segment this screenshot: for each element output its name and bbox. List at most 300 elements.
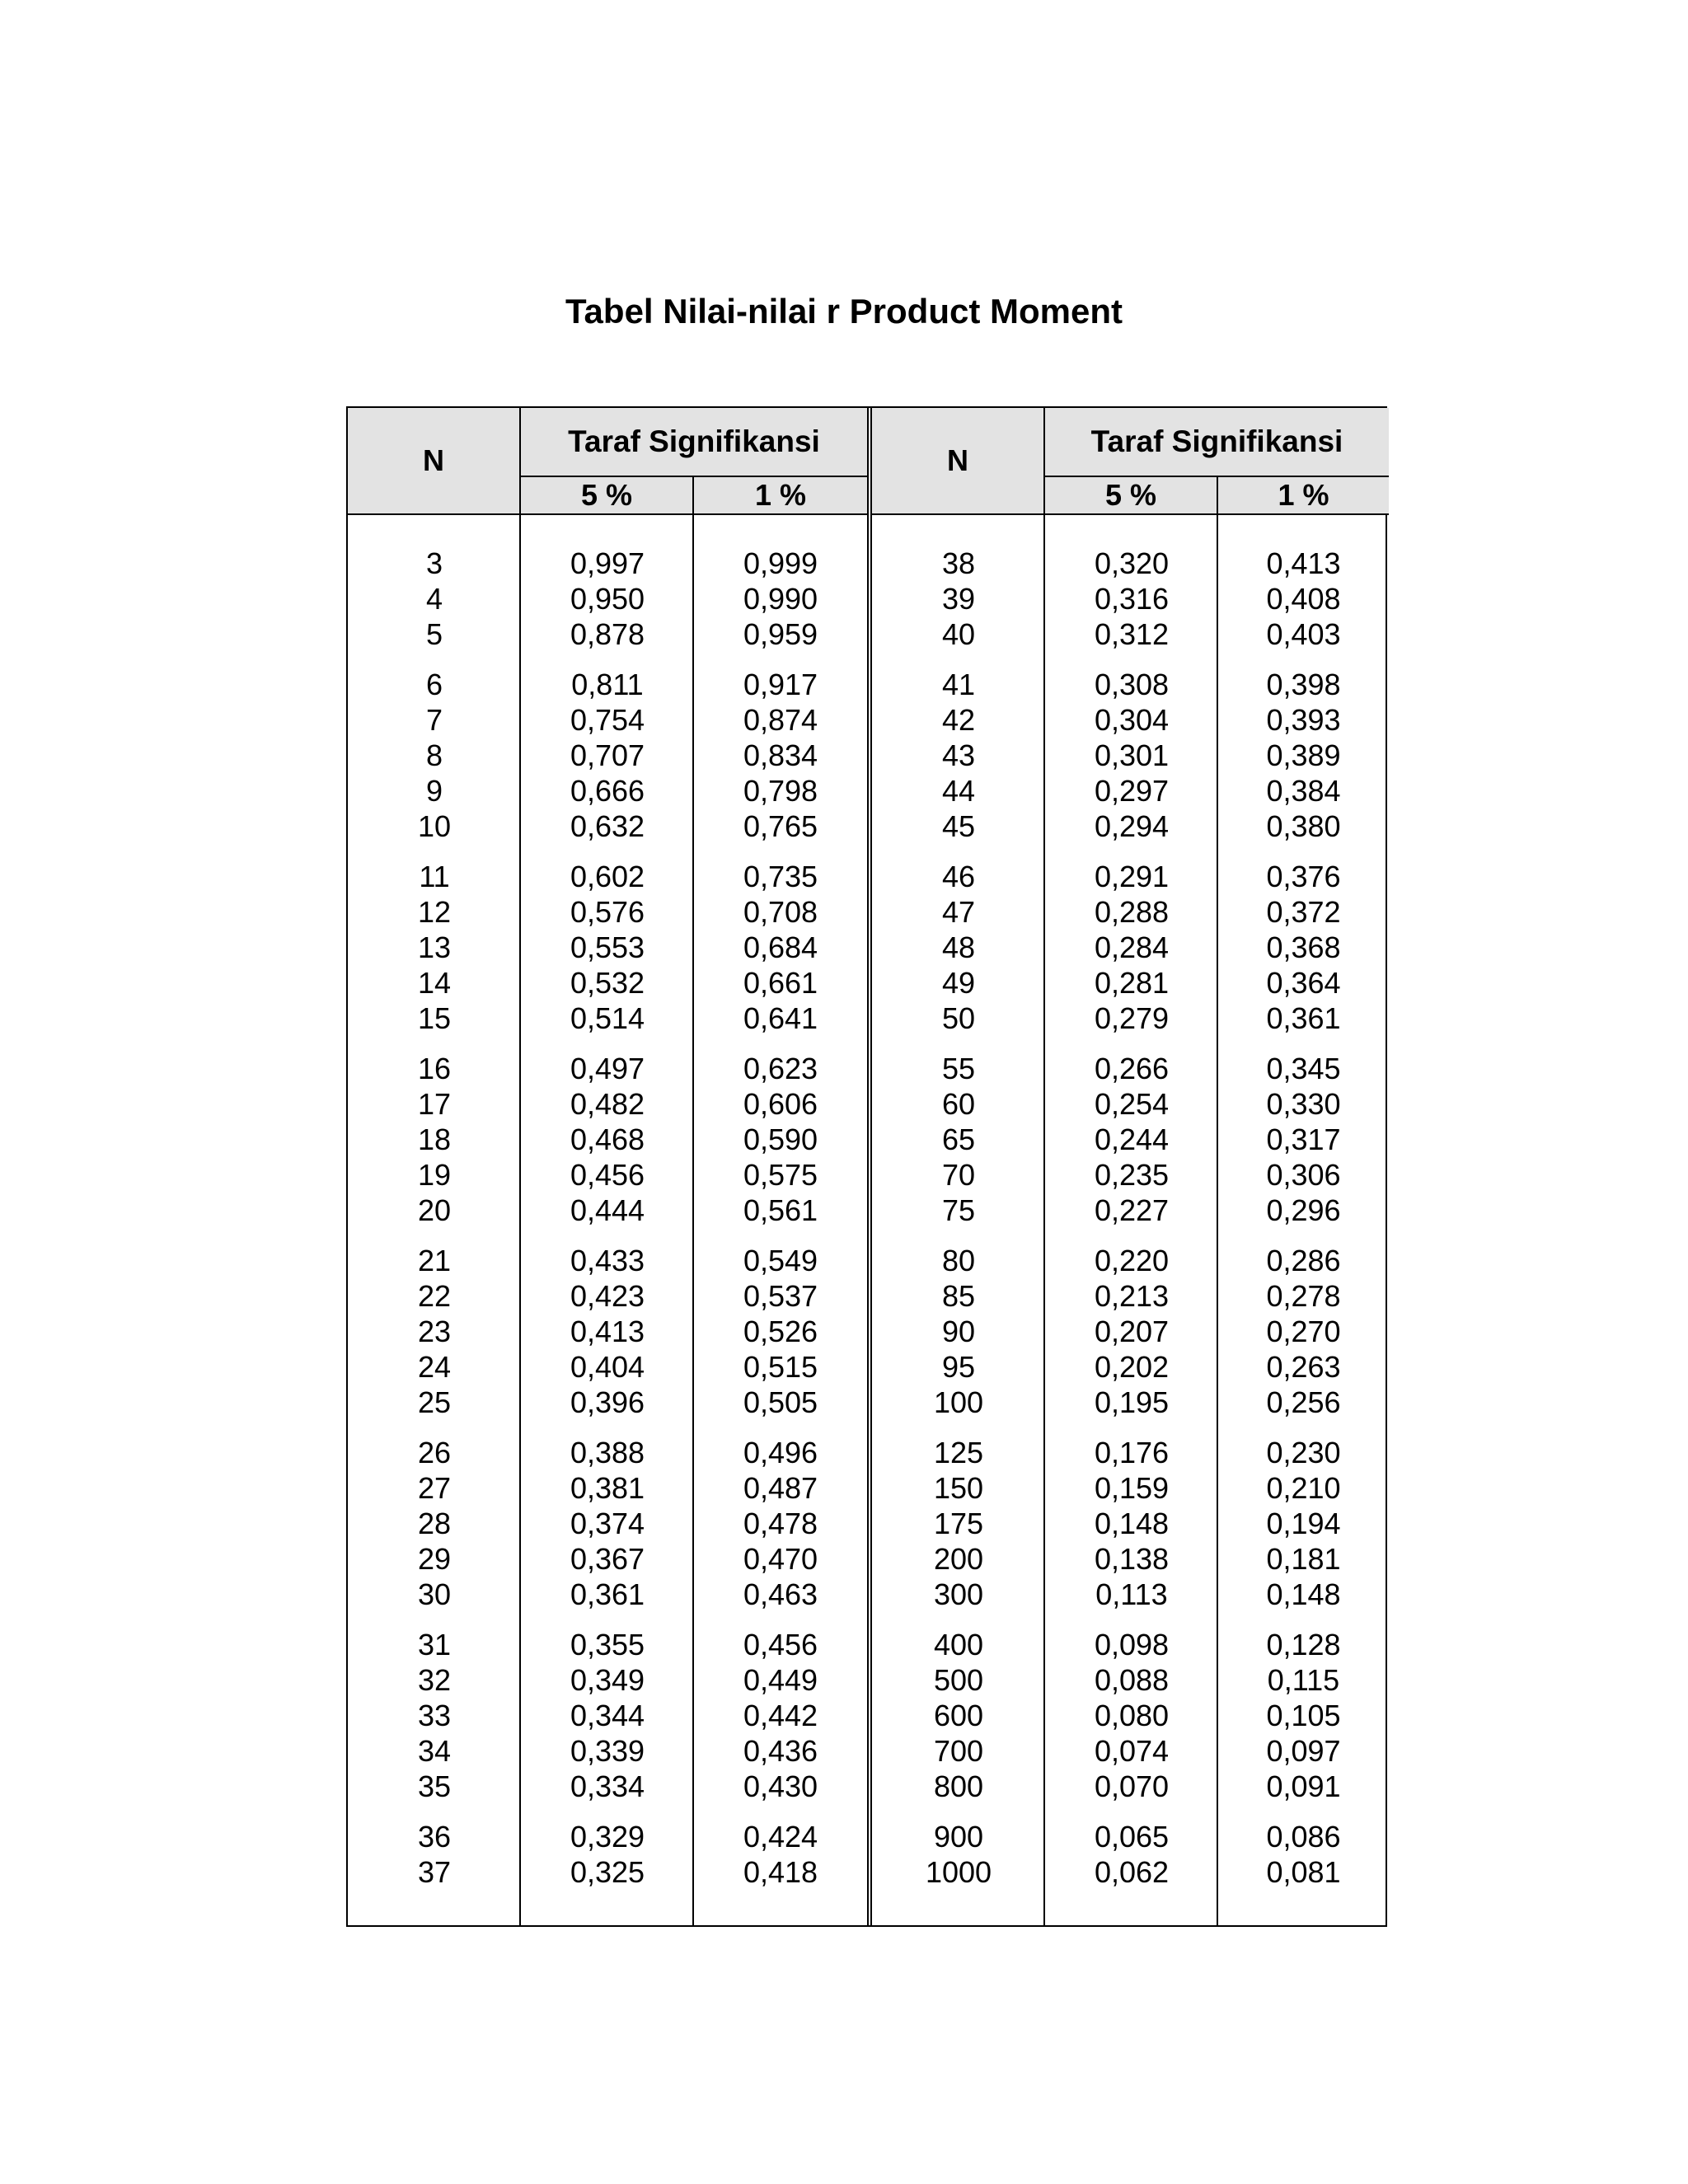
cell-5-percent: 0,279 [1094,1001,1170,1035]
table-row [348,1349,867,1385]
cell-n: 65 [941,1122,976,1156]
cell-n: 400 [933,1628,984,1661]
cell-5-percent: 0,325 [570,1855,645,1889]
row-group [348,1435,867,1612]
cell-n: 3 [425,546,443,580]
cell-n: 35 [417,1769,452,1803]
table-row [872,546,1389,581]
table-row [348,1854,867,1890]
table-row [872,1278,1389,1314]
cell-1-percent: 0,798 [743,774,818,808]
cell-n: 600 [933,1699,984,1732]
table-row [348,1001,867,1036]
cell-1-percent: 0,330 [1266,1087,1341,1121]
cell-1-percent: 0,549 [743,1244,818,1277]
cell-n: 19 [417,1158,452,1192]
cell-5-percent: 0,244 [1094,1122,1170,1156]
row-group [872,667,1389,844]
cell-n: 28 [417,1507,452,1540]
cell-5-percent: 0,404 [570,1350,645,1384]
cell-n: 17 [417,1087,452,1121]
cell-n: 30 [417,1577,452,1611]
cell-5-percent: 0,291 [1094,860,1170,893]
page-title: Tabel Nilai-nilai r Product Moment [565,292,1123,330]
table-row [872,1819,1389,1854]
cell-1-percent: 0,537 [743,1279,818,1313]
row-group [348,1627,867,1804]
table-row [348,1698,867,1733]
table-row [348,1243,867,1278]
table-row [872,1854,1389,1890]
cell-1-percent: 0,364 [1266,966,1341,1000]
cell-5-percent: 0,088 [1094,1663,1170,1697]
cell-5-percent: 0,213 [1094,1279,1170,1313]
cell-n: 36 [417,1820,452,1854]
table-row [872,965,1389,1001]
row-group [872,546,1389,652]
cell-n: 38 [941,546,976,580]
row-group [348,546,867,652]
cell-5-percent: 0,334 [570,1769,645,1803]
cell-n: 42 [941,703,976,737]
table-row [348,1314,867,1349]
cell-5-percent: 0,388 [570,1436,645,1469]
cell-5-percent: 0,367 [570,1542,645,1576]
table-row [872,1193,1389,1228]
cell-5-percent: 0,195 [1094,1385,1170,1419]
row-group [872,1819,1389,1890]
cell-n: 48 [941,930,976,964]
cell-5-percent: 0,138 [1094,1542,1170,1576]
cell-5-percent: 0,080 [1094,1699,1170,1732]
table-row [872,1001,1389,1036]
table-row [348,546,867,581]
table-right-half [870,408,1389,1925]
cell-5-percent: 0,355 [570,1628,645,1661]
cell-1-percent: 0,398 [1266,668,1341,701]
cell-n: 70 [941,1158,976,1192]
table-body-left [348,515,867,1925]
cell-5-percent: 0,514 [570,1001,645,1035]
cell-1-percent: 0,470 [743,1542,818,1576]
cell-n: 11 [419,860,450,893]
table-row [348,1470,867,1506]
cell-5-percent: 0,254 [1094,1087,1170,1121]
cell-5-percent: 0,316 [1094,582,1170,616]
cell-1-percent: 0,959 [743,617,818,651]
table-row [348,702,867,738]
cell-1-percent: 0,442 [743,1699,818,1732]
cell-1-percent: 0,361 [1266,1001,1341,1035]
cell-n: 43 [941,738,976,772]
table-row [348,1733,867,1769]
cell-n: 95 [941,1350,976,1384]
table-row [348,1278,867,1314]
cell-1-percent: 0,463 [743,1577,818,1611]
table-row [348,1435,867,1470]
cell-n: 29 [417,1542,452,1576]
cell-1-percent: 0,765 [743,809,818,843]
cell-5-percent: 0,065 [1094,1820,1170,1854]
cell-5-percent: 0,433 [570,1244,645,1277]
row-group [872,1435,1389,1612]
cell-n: 16 [417,1052,452,1085]
row-group [872,1051,1389,1228]
table-row [872,1698,1389,1733]
cell-5-percent: 0,396 [570,1385,645,1419]
cell-5-percent: 0,361 [570,1577,645,1611]
cell-5-percent: 0,159 [1094,1471,1170,1505]
header-1-percent: 1 % [1278,478,1329,512]
table-row [872,1541,1389,1577]
cell-1-percent: 0,430 [743,1769,818,1803]
cell-1-percent: 0,210 [1266,1471,1341,1505]
table-row [872,1314,1389,1349]
cell-n: 75 [941,1193,976,1227]
header-taraf-signifikansi: Taraf Signifikansi [1045,408,1389,477]
row-group [872,1243,1389,1420]
cell-1-percent: 0,834 [743,738,818,772]
cell-1-percent: 0,194 [1266,1507,1341,1540]
cell-n: 800 [933,1769,984,1803]
table-row [348,1769,867,1804]
cell-5-percent: 0,878 [570,617,645,651]
cell-1-percent: 0,424 [743,1820,818,1854]
cell-n: 49 [941,966,976,1000]
table-row [872,581,1389,616]
table-row [348,1157,867,1193]
cell-n: 34 [417,1734,452,1768]
cell-1-percent: 0,436 [743,1734,818,1768]
cell-1-percent: 0,999 [743,546,818,580]
cell-5-percent: 0,456 [570,1158,645,1192]
cell-n: 90 [941,1315,976,1348]
table-row [348,965,867,1001]
table-row [872,1769,1389,1804]
cell-1-percent: 0,496 [743,1436,818,1469]
cell-5-percent: 0,344 [570,1699,645,1732]
r-product-moment-table [346,406,1387,1927]
cell-1-percent: 0,408 [1266,582,1341,616]
table-row [872,1733,1389,1769]
cell-1-percent: 0,456 [743,1628,818,1661]
cell-5-percent: 0,532 [570,966,645,1000]
cell-5-percent: 0,482 [570,1087,645,1121]
cell-1-percent: 0,478 [743,1507,818,1540]
cell-5-percent: 0,176 [1094,1436,1170,1469]
cell-1-percent: 0,317 [1266,1122,1341,1156]
cell-1-percent: 0,641 [743,1001,818,1035]
cell-5-percent: 0,950 [570,582,645,616]
cell-1-percent: 0,505 [743,1385,818,1419]
cell-1-percent: 0,606 [743,1087,818,1121]
cell-n: 44 [941,774,976,808]
cell-1-percent: 0,270 [1266,1315,1341,1348]
table-row [348,1819,867,1854]
cell-1-percent: 0,526 [743,1315,818,1348]
cell-n: 18 [417,1122,452,1156]
cell-5-percent: 0,202 [1094,1350,1170,1384]
cell-n: 33 [417,1699,452,1732]
row-group [872,859,1389,1036]
cell-1-percent: 0,256 [1266,1385,1341,1419]
cell-1-percent: 0,230 [1266,1436,1341,1469]
cell-1-percent: 0,306 [1266,1158,1341,1192]
cell-5-percent: 0,329 [570,1820,645,1854]
cell-n: 700 [933,1734,984,1768]
row-group [348,1819,867,1890]
cell-n: 5 [425,617,443,651]
cell-1-percent: 0,990 [743,582,818,616]
table-header [872,408,1389,515]
cell-n: 500 [933,1663,984,1697]
cell-n: 4 [425,582,443,616]
cell-5-percent: 0,339 [570,1734,645,1768]
cell-n: 80 [941,1244,976,1277]
cell-5-percent: 0,301 [1094,738,1170,772]
cell-n: 55 [941,1052,976,1085]
cell-1-percent: 0,623 [743,1052,818,1085]
cell-n: 23 [417,1315,452,1348]
cell-5-percent: 0,284 [1094,930,1170,964]
cell-n: 45 [941,809,976,843]
cell-5-percent: 0,349 [570,1663,645,1697]
cell-5-percent: 0,320 [1094,546,1170,580]
table-row [872,1506,1389,1541]
cell-1-percent: 0,086 [1266,1820,1341,1854]
cell-1-percent: 0,148 [1266,1577,1341,1611]
table-header [348,408,867,515]
cell-1-percent: 0,091 [1266,1769,1341,1803]
cell-5-percent: 0,997 [570,546,645,580]
cell-5-percent: 0,754 [570,703,645,737]
row-group [348,859,867,1036]
cell-1-percent: 0,575 [743,1158,818,1192]
row-group [348,667,867,844]
table-row [348,859,867,894]
cell-1-percent: 0,081 [1266,1855,1341,1889]
cell-5-percent: 0,148 [1094,1507,1170,1540]
cell-n: 47 [941,895,976,929]
cell-n: 46 [941,860,976,893]
cell-n: 60 [941,1087,976,1121]
row-group [348,1051,867,1228]
table-row [348,1627,867,1662]
table-row [872,1122,1389,1157]
cell-5-percent: 0,308 [1094,668,1170,701]
cell-n: 85 [941,1279,976,1313]
table-row [872,1349,1389,1385]
cell-1-percent: 0,590 [743,1122,818,1156]
cell-5-percent: 0,413 [570,1315,645,1348]
cell-1-percent: 0,515 [743,1350,818,1384]
cell-1-percent: 0,389 [1266,738,1341,772]
table-row [872,773,1389,808]
cell-n: 6 [425,668,443,701]
cell-1-percent: 0,917 [743,668,818,701]
cell-n: 21 [417,1244,452,1277]
table-row [348,667,867,702]
table-row [348,581,867,616]
cell-5-percent: 0,062 [1094,1855,1170,1889]
cell-5-percent: 0,297 [1094,774,1170,808]
table-row [872,1051,1389,1086]
table-row [872,1470,1389,1506]
cell-1-percent: 0,097 [1266,1734,1341,1768]
table-row [872,1086,1389,1122]
table-row [872,1243,1389,1278]
table-row [348,1385,867,1420]
cell-5-percent: 0,602 [570,860,645,893]
cell-1-percent: 0,376 [1266,860,1341,893]
cell-n: 10 [417,809,452,843]
cell-n: 15 [417,1001,452,1035]
cell-5-percent: 0,666 [570,774,645,808]
table-row [872,1627,1389,1662]
cell-1-percent: 0,708 [743,895,818,929]
table-row [348,1506,867,1541]
table-row [872,702,1389,738]
cell-5-percent: 0,207 [1094,1315,1170,1348]
cell-5-percent: 0,074 [1094,1734,1170,1768]
cell-n: 20 [417,1193,452,1227]
table-row [872,1577,1389,1612]
cell-1-percent: 0,684 [743,930,818,964]
cell-1-percent: 0,278 [1266,1279,1341,1313]
cell-n: 200 [933,1542,984,1576]
cell-5-percent: 0,632 [570,809,645,843]
cell-n: 175 [933,1507,984,1540]
cell-5-percent: 0,468 [570,1122,645,1156]
cell-1-percent: 0,263 [1266,1350,1341,1384]
cell-n: 27 [417,1471,452,1505]
cell-1-percent: 0,368 [1266,930,1341,964]
cell-n: 41 [941,668,976,701]
cell-n: 12 [417,895,452,929]
row-group [348,1243,867,1420]
cell-5-percent: 0,444 [570,1193,645,1227]
cell-5-percent: 0,098 [1094,1628,1170,1661]
cell-5-percent: 0,227 [1094,1193,1170,1227]
cell-1-percent: 0,286 [1266,1244,1341,1277]
table-row [348,1541,867,1577]
cell-n: 13 [417,930,452,964]
cell-5-percent: 0,220 [1094,1244,1170,1277]
header-n: N [872,408,1045,513]
cell-5-percent: 0,266 [1094,1052,1170,1085]
cell-1-percent: 0,115 [1267,1663,1340,1697]
header-1-percent: 1 % [754,478,807,512]
table-row [348,616,867,652]
table-row [872,738,1389,773]
cell-1-percent: 0,487 [743,1471,818,1505]
cell-n: 8 [425,738,443,772]
table-row [872,808,1389,844]
cell-1-percent: 0,296 [1266,1193,1341,1227]
cell-5-percent: 0,811 [571,668,644,701]
table-row [348,1577,867,1612]
table-body-right [872,515,1389,1925]
cell-5-percent: 0,113 [1095,1577,1168,1611]
header-n: N [348,408,521,513]
table-row [872,894,1389,930]
cell-1-percent: 0,403 [1266,617,1341,651]
table-row [348,894,867,930]
cell-1-percent: 0,384 [1266,774,1341,808]
cell-n: 100 [933,1385,984,1419]
cell-1-percent: 0,418 [743,1855,818,1889]
row-group [872,1627,1389,1804]
cell-n: 900 [933,1820,984,1854]
table-row [348,1662,867,1698]
table-row [348,1051,867,1086]
table-row [348,930,867,965]
cell-n: 1000 [925,1855,992,1889]
cell-n: 31 [417,1628,452,1661]
cell-n: 32 [417,1663,452,1697]
cell-n: 26 [417,1436,452,1469]
cell-5-percent: 0,423 [570,1279,645,1313]
table-row [348,1122,867,1157]
cell-n: 7 [425,703,443,737]
table-row [872,1385,1389,1420]
cell-1-percent: 0,874 [743,703,818,737]
table-row [872,667,1389,702]
cell-1-percent: 0,561 [743,1193,818,1227]
cell-5-percent: 0,312 [1094,617,1170,651]
table-row [872,1435,1389,1470]
cell-1-percent: 0,380 [1266,809,1341,843]
table-row [348,808,867,844]
cell-5-percent: 0,576 [570,895,645,929]
table-row [348,1086,867,1122]
cell-5-percent: 0,070 [1094,1769,1170,1803]
cell-1-percent: 0,661 [743,966,818,1000]
cell-5-percent: 0,381 [570,1471,645,1505]
table-row [348,738,867,773]
header-taraf-signifikansi: Taraf Signifikansi [521,408,867,477]
cell-n: 25 [417,1385,452,1419]
cell-5-percent: 0,553 [570,930,645,964]
cell-1-percent: 0,105 [1266,1699,1341,1732]
cell-1-percent: 0,128 [1266,1628,1341,1661]
cell-5-percent: 0,288 [1094,895,1170,929]
table-row [872,616,1389,652]
cell-1-percent: 0,372 [1266,895,1341,929]
cell-1-percent: 0,181 [1266,1542,1341,1576]
cell-n: 24 [417,1350,452,1384]
cell-n: 22 [417,1279,452,1313]
table-row [872,930,1389,965]
table-row [872,859,1389,894]
table-row [348,773,867,808]
cell-n: 39 [941,582,976,616]
cell-n: 40 [941,617,976,651]
cell-n: 125 [933,1436,984,1469]
cell-5-percent: 0,235 [1094,1158,1170,1192]
header-5-percent: 5 % [1045,477,1218,513]
cell-5-percent: 0,497 [570,1052,645,1085]
cell-n: 50 [941,1001,976,1035]
cell-1-percent: 0,345 [1266,1052,1341,1085]
cell-n: 9 [425,774,443,808]
cell-n: 14 [417,966,452,1000]
header-5-percent: 5 % [521,477,694,513]
cell-5-percent: 0,374 [570,1507,645,1540]
cell-1-percent: 0,393 [1266,703,1341,737]
table-row [872,1157,1389,1193]
cell-1-percent: 0,449 [743,1663,818,1697]
